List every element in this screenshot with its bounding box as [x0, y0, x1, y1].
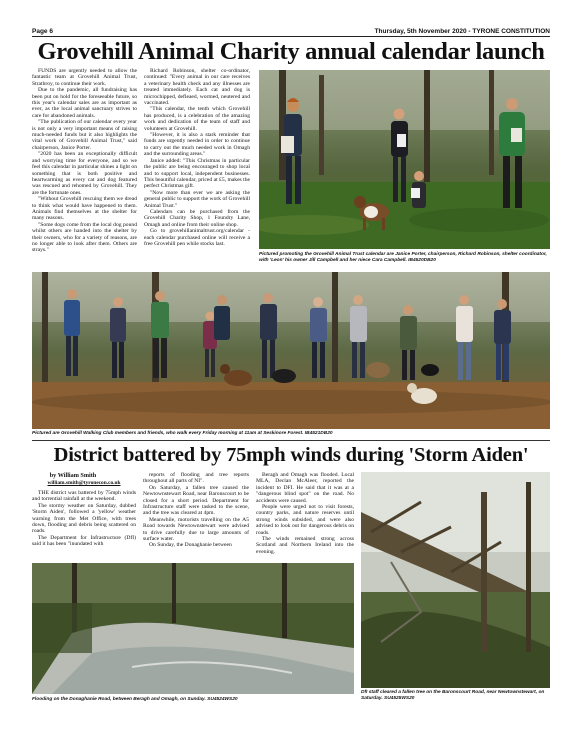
header-rule	[32, 36, 550, 37]
paragraph: Beragh and Omagh was flooded. Local MLA, Declan McAleer, reported the incident to DFI. He said that it was at a "dangerous blind spot" on the road. No accidents were caused.	[256, 472, 354, 504]
calendar-launch-image	[259, 70, 550, 249]
story1-column-1	[32, 68, 137, 290]
paragraph: THE district was battered by 75mph winds and torrential rainfall at the weekend.	[32, 490, 136, 503]
dateline: Thursday, 5th November 2020 - TYRONE CONSTITUTION	[374, 27, 550, 35]
paragraph: "Some dogs come from the local dog pound whilst others are handed into the shelter by their owners, who for a variety of reasons, are no longer able to look after them. Others are strays."	[32, 221, 137, 254]
fallen-tree-image	[361, 472, 550, 688]
story2-headline: District battered by 75mph winds during 'Storm Aiden'	[53, 444, 529, 466]
story1-column-2	[144, 68, 250, 290]
story2-column-1	[32, 490, 136, 560]
author-email[interactable]: william.smith@tyronecon.co.uk	[47, 480, 121, 486]
paragraph: "Without Grovehill rescuing them we dread to think what would have happened to them. Animals find themselves at the shelter for many reasons.	[32, 196, 137, 222]
caption-fallen-tree: DfI staff cleared a fallen tree on the Baronscourt Road, near Newtownstewart, on Saturday. SU4525WS20	[361, 690, 545, 701]
caption-walking-club: Pictured are Grovehill Walking Club members and friends, who walk every Friday morning at 11am at Seskinore Forest. IB4521DB20	[32, 431, 333, 436]
caption-flooding: Flooding on the Donaghanie Road, between Beragh and Omagh, on Sunday. SU4524WS20	[32, 697, 238, 702]
paragraph: The Department for Infrastructure (DfI) said it has been "inundated with	[32, 534, 136, 548]
flooding-photo	[32, 563, 354, 694]
section-divider	[32, 440, 550, 441]
walking-club-image	[32, 272, 550, 429]
paragraph: Go to grovehillanimaltrust.org/calendar - each calendar purchased online will receive a free Grovehill pen while stocks last.	[144, 228, 250, 247]
paragraph: Meanwhile, motorists travelling on the A5 Road towards Newtownstewart were advised to drive carefully due to large amounts of surface water.	[143, 516, 249, 543]
paragraph: "The publication of our calendar every year is not only a very important means of raising much-needed funds but it also highlights the vital work of Grovehill Animal Trust," said chairperson, Janice Porter.	[32, 119, 137, 151]
page-header	[32, 26, 550, 36]
paragraph: "However, it is also a stark reminder that funds are urgently needed in order to continue to carry out the much needed work in Omagh and the surrounding areas."	[144, 132, 250, 158]
paragraph: FUNDS are urgently needed to allow the fantastic team at Grovehill Animal Trust, Strathroy, to continue their work.	[32, 68, 137, 87]
paragraph: Richard Robinson, shelter co-ordinator, continued: "Every animal in our care receives a veterinary health check and any illnesses are treated immediately. Each cat and dog is microchipped, defleaed, wormed, neutered and vaccinated.	[144, 68, 250, 107]
paragraph: The winds remained strong across Scotland and Northern Ireland into the evening.	[256, 536, 354, 555]
paragraph: "Now more than ever we are asking the general public to support the work of Grovehill Animal Trust."	[144, 189, 250, 209]
paragraph: On Saturday, a fallen tree caused the Newtownstewart Road, near Baronscourt to be closed for a short period. Department for Infrastructure staff were tasked to the scene, and the tree was cleared at 4pm.	[143, 484, 249, 517]
paragraph: "This calendar, the tenth which Grovehill has produced, is a celebration of the amazing work and dedication of the team of staff and volunteers at Grovehill.	[144, 106, 250, 132]
paragraph: Calendars can be purchased from the Grovehill Charity Shop, 1 Foundry Lane, Omagh and online from their online shop.	[144, 208, 250, 228]
caption-calendar-launch: Pictured promoting the Grovehill Animal Trust calendar are Janice Porter, chairperson, Richard Robinson, shelter coordinator, with 'Leon' his owner Jill Campbell and her niece Cara Campbell. IB4520DB20	[259, 252, 547, 263]
paragraph: "2020 has been an exceptionally difficult and worrying time for everyone, and so we feel this calendar in particular shines a light on something that is both positive and heartwarming as every cat and dog featured was rescued and rehomed by Grovehill. They are the fortunate ones.	[32, 151, 137, 196]
story2-column-2	[143, 472, 249, 560]
paragraph: Janice added: "This Christmas in particular the public are being encouraged to shop local and to support local, independent businesses. This beautiful calendar, priced at £5, makes the perfect Christmas gift.	[144, 157, 250, 190]
walking-club-photo	[32, 272, 550, 429]
paragraph: On Sunday, the Donaghanie between	[149, 542, 232, 549]
paragraph: People were urged not to visit forests, country parks, and nature reserves until strong winds subsided, and were also advised to look out for dangerous debris on roads.	[256, 504, 354, 536]
story2-column-3	[256, 472, 354, 560]
paragraph: reports of flooding and tree reports throughout all parts of NI".	[143, 472, 249, 485]
flooding-image	[32, 563, 354, 694]
calendar-launch-photo	[259, 70, 550, 249]
byline: by William Smith	[49, 472, 97, 479]
story1-headline: Grovehill Animal Charity annual calendar launch	[37, 38, 545, 65]
page-number: Page 6	[32, 27, 53, 35]
paragraph: The stormy weather on Saturday, dubbed 'Storm Aiden', followed a 'yellow' weather warning from the Met Office, with trees down, flooding and debris being scattered on roads.	[32, 502, 136, 535]
paragraph: Due to the pandemic, all fundraising has been put on hold for the foreseeable future, so this year's calendar sales are as important as ever, as the local animal sanctuary strives to care for abandoned animals.	[32, 87, 137, 119]
fallen-tree-photo	[361, 472, 550, 688]
